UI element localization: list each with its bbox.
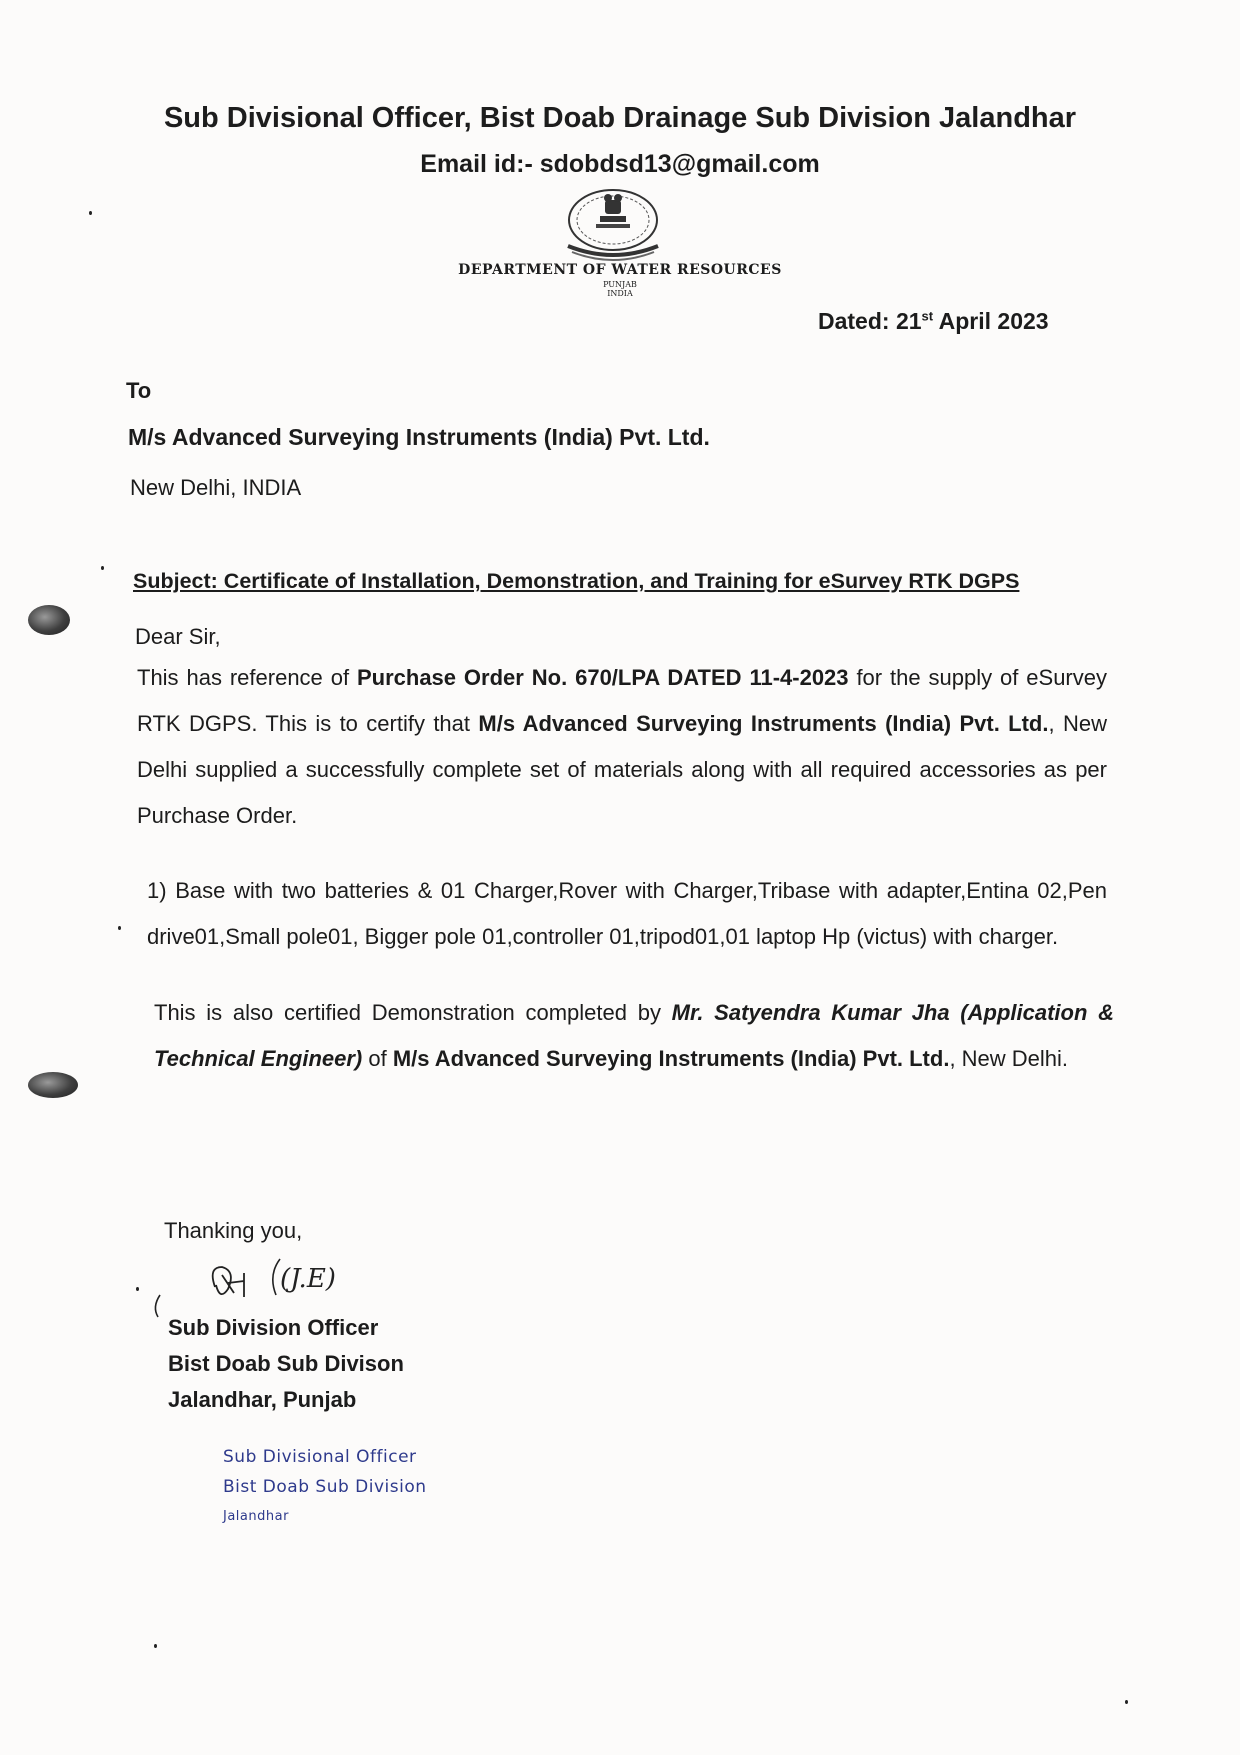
salutation: Dear Sir, <box>135 624 221 649</box>
subject-line: Subject: Certificate of Installation, Demonstration, and Training for eSurvey RTK DGPS <box>133 569 1020 593</box>
speck <box>154 1644 157 1648</box>
department-name: DEPARTMENT OF WATER RESOURCES <box>458 262 782 278</box>
svg-text:(J.E): (J.E) <box>280 1264 336 1294</box>
speck <box>89 211 92 215</box>
speck <box>1125 1700 1128 1704</box>
signer-block <box>168 1310 404 1418</box>
signer-location: Jalandhar, Punjab <box>168 1387 357 1412</box>
letter-date: Dated: 21st April 2023 <box>818 308 1049 334</box>
department-state: PUNJAB <box>603 280 637 289</box>
signer-office: Bist Doab Sub Divison <box>168 1351 404 1376</box>
punch-hole-top <box>28 605 70 635</box>
office-email: Email id:- sdobdsd13@gmail.com <box>420 150 820 178</box>
department-country: INDIA <box>607 289 633 298</box>
signer-title: Sub Division Officer <box>168 1315 379 1340</box>
to-label: To <box>126 378 152 403</box>
office-stamp: Sub Divisional Officer Bist Doab Sub Division Jalandhar <box>223 1447 427 1524</box>
paragraph-reference: This has reference of Purchase Order No. 670/LPA DATED 11-4-2023 for the supply of eSurvey RTK DGPS. This is to certify that M/s Advanced Surveying Instruments (India) Pvt. Ltd., New Delhi supplied a successfully complete set of materials along with all required accessories as per Purchase Order. <box>137 665 1107 828</box>
recipient-city: New Delhi, INDIA <box>130 475 302 500</box>
office-title: Sub Divisional Officer, Bist Doab Drainage Sub Division Jalandhar <box>163 102 1077 134</box>
speck <box>118 926 121 930</box>
recipient-company: M/s Advanced Surveying Instruments (India) Pvt. Ltd. <box>128 424 710 450</box>
closing-line: Thanking you, <box>164 1218 303 1243</box>
paragraph-demonstration: This is also certified Demonstration completed by Mr. Satyendra Kumar Jha (Application & Technical Engineer) of M/s Advanced Surveying Instruments (India) Pvt. Ltd., New Delhi. <box>154 1000 1115 1071</box>
punch-hole-bottom <box>28 1072 78 1098</box>
state-emblem-icon <box>558 186 668 264</box>
speck <box>101 566 104 570</box>
speck <box>136 1287 139 1291</box>
supplied-items-list: 1) Base with two batteries & 01 Charger,Rover with Charger,Tribase with adapter,Entina 02,Pen drive01,Small pole01, Bigger pole 01,controller 01,tripod01,01 laptop Hp (victus) with charger. <box>147 878 1107 949</box>
